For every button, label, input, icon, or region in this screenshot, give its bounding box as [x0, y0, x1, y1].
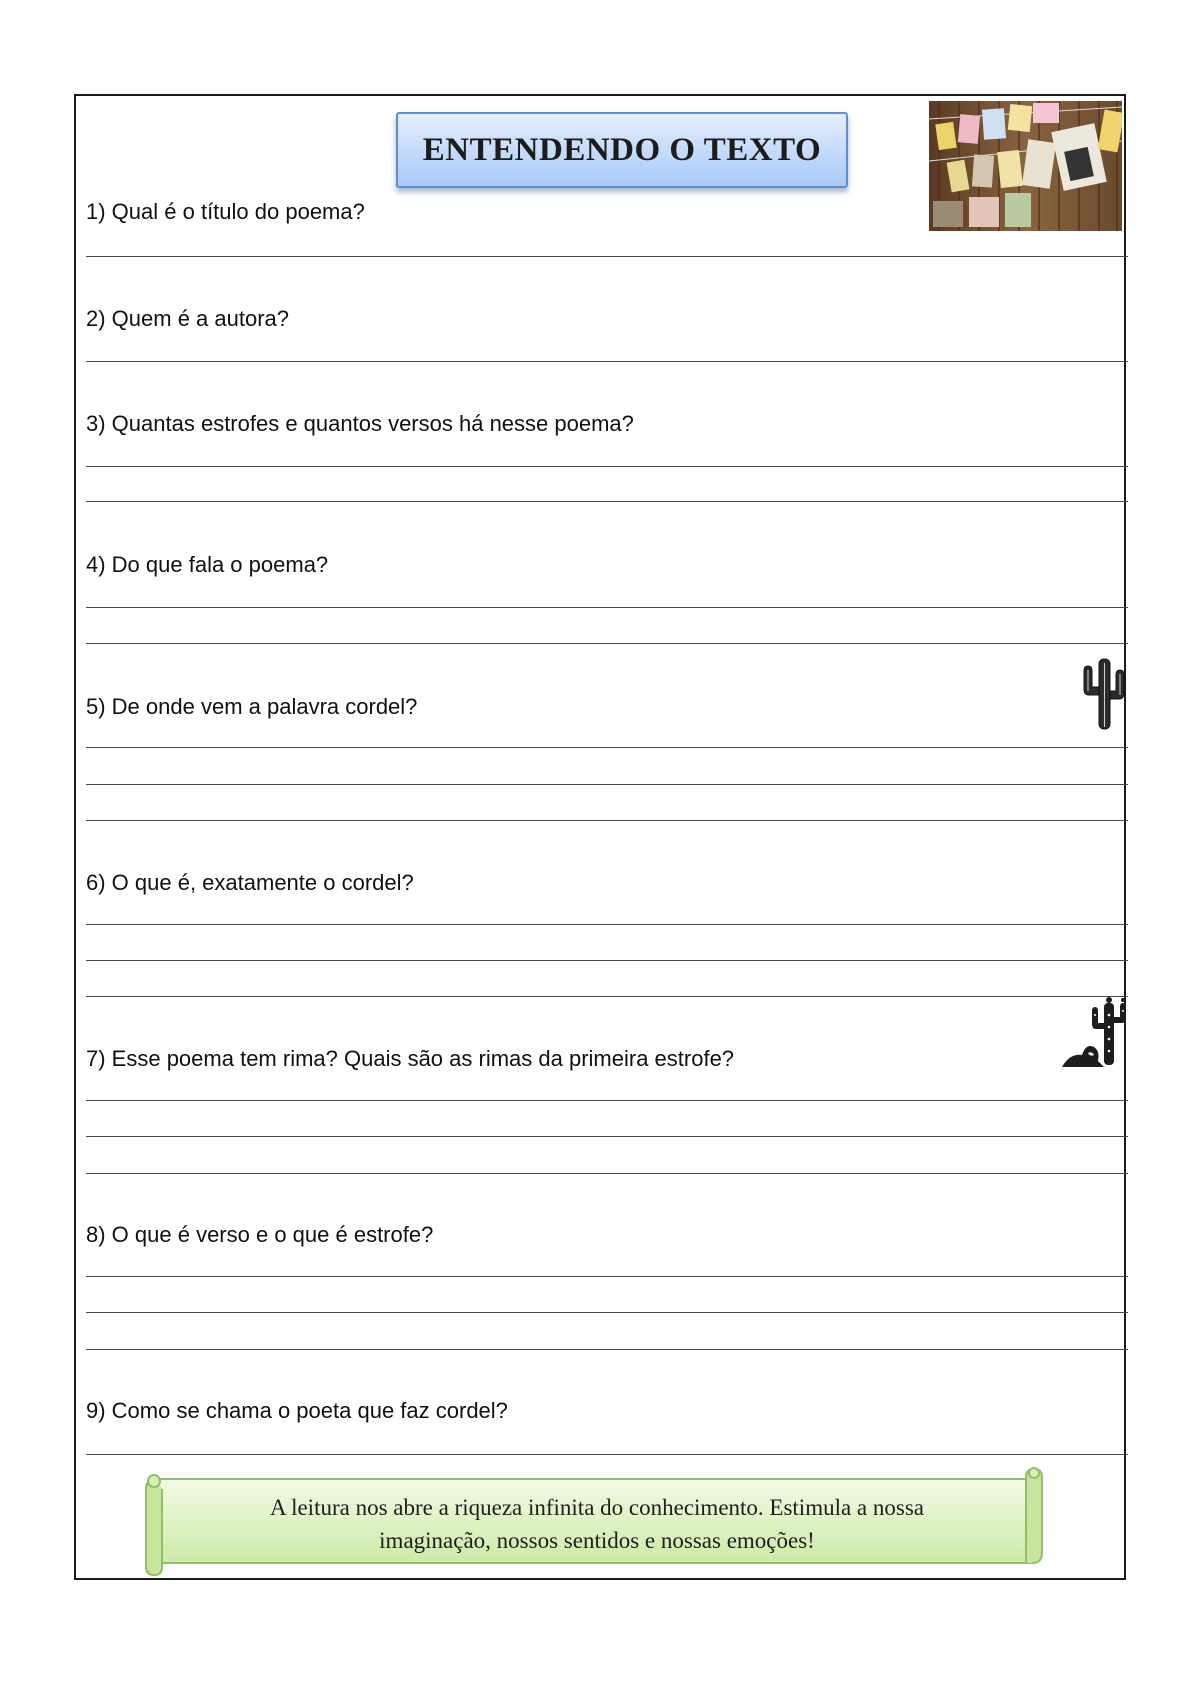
answer-line[interactable] — [86, 1136, 1128, 1137]
answer-line[interactable] — [86, 996, 1128, 997]
question-6: 6) O que é, exatamente o cordel? — [86, 870, 414, 895]
quote-line-1: A leitura nos abre a riqueza infinita do conhecimento. Estimula a nossa — [269, 1495, 925, 1520]
question-9: 9) Como se chama o poeta que faz cordel? — [86, 1398, 508, 1423]
answer-line[interactable] — [86, 747, 1128, 748]
page-title: ENTENDENDO O TEXTO — [396, 112, 848, 188]
answer-line[interactable] — [86, 784, 1128, 785]
question-4: 4) Do que fala o poema? — [86, 552, 329, 577]
answer-line[interactable] — [86, 924, 1128, 925]
answer-line[interactable] — [86, 1100, 1128, 1101]
question-7: 7) Esse poema tem rima? Quais são as rimas da primeira estrofe? — [86, 1046, 735, 1071]
answer-line[interactable] — [86, 466, 1128, 467]
answer-line[interactable] — [86, 607, 1128, 608]
answer-line[interactable] — [86, 1349, 1128, 1350]
answer-line[interactable] — [86, 1454, 1128, 1455]
question-8: 8) O que é verso e o que é estrofe? — [86, 1222, 434, 1247]
answer-line[interactable] — [86, 820, 1128, 821]
question-1: 1) Qual é o título do poema? — [86, 199, 365, 224]
answer-line[interactable] — [86, 256, 1128, 257]
question-5: 5) De onde vem a palavra cordel? — [86, 694, 418, 719]
cactus-woman-woodcut-icon — [1060, 995, 1130, 1069]
answer-line[interactable] — [86, 1173, 1128, 1174]
answer-line[interactable] — [86, 1312, 1128, 1313]
question-3: 3) Quantas estrofes e quantos versos há nesse poema? — [86, 411, 634, 436]
quote-line-2: imaginação, nossos sentidos e nossas emoções! — [379, 1528, 815, 1553]
answer-line[interactable] — [86, 1276, 1128, 1277]
quote-text — [162, 1491, 1032, 1557]
cactus-icon — [1080, 655, 1128, 731]
question-2: 2) Quem é a autora? — [86, 306, 290, 331]
answer-line[interactable] — [86, 643, 1128, 644]
cordel-booklets-photo-icon — [929, 101, 1122, 231]
answer-line[interactable] — [86, 960, 1128, 961]
answer-line[interactable] — [86, 501, 1128, 502]
answer-line[interactable] — [86, 361, 1128, 362]
